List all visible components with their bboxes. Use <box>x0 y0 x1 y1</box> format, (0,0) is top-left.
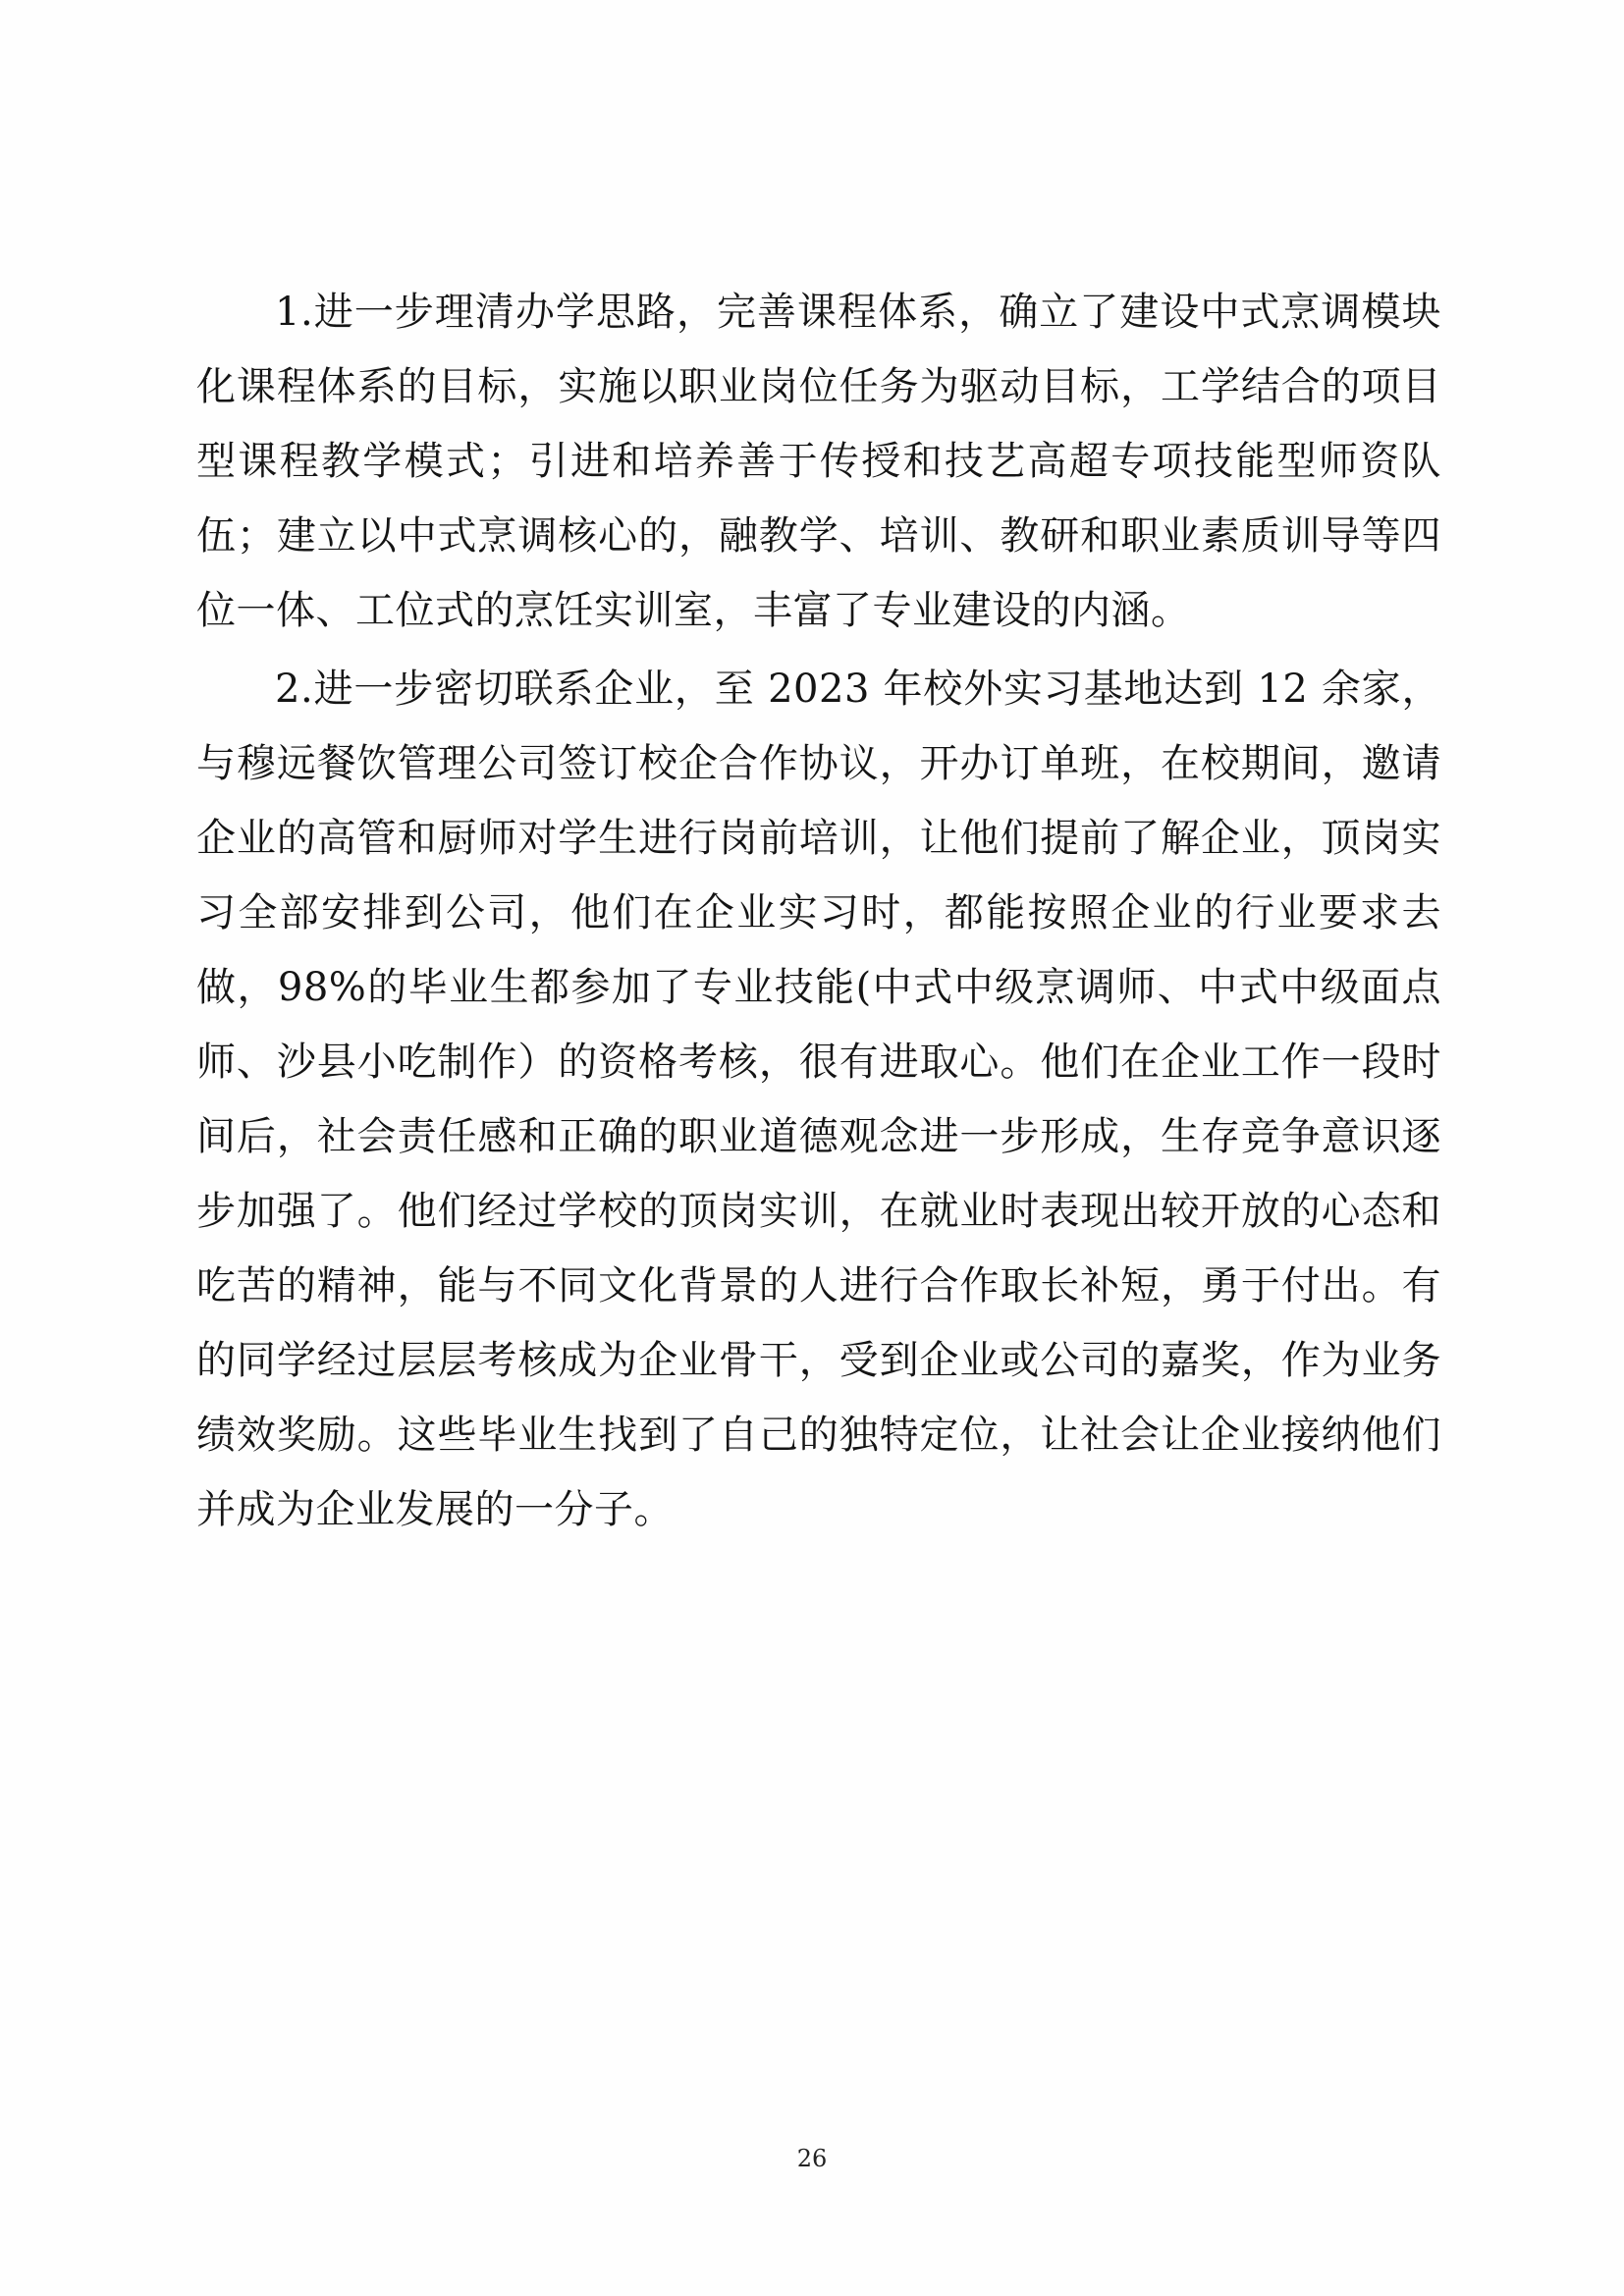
page-number: 26 <box>796 2145 828 2172</box>
paragraph-item-2: 2.进一步密切联系企业，至 2023 年校外实习基地达到 12 余家，与穆远餐饮管理公司签订校企合作协议，开办订单班，在校期间，邀请企业的高管和厨师对学生进行岗前培训，让他们提前了解企业，顶岗实习全部安排到公司，他们在企业实习时，都能按照企业的行业要求去做，98%的毕业生都参加了专业技能(中式中级烹调师、中式中级面点师、沙县小吃制作）的资格考核，很有进取心。他们在企业工作一段时间后，社会责任感和正确的职业道德观念进一步形成，生存竞争意识逐步加强了。他们经过学校的顶岗实训，在就业时表现出较开放的心态和吃苦的精神，能与不同文化背景的人进行合作取长补短，勇于付出。有的同学经过层层考核成为企业骨干，受到企业或公司的嘉奖，作为业务绩效奖励。这些毕业生找到了自己的独特定位，让社会让企业接纳他们并成为企业发展的一分子。 <box>196 667 1441 1532</box>
page-body <box>196 275 1441 1551</box>
paragraph-item-1: 1.进一步理清办学思路，完善课程体系，确立了建设中式烹调模块化课程体系的目标，实施以职业岗位任务为驱动目标，工学结合的项目型课程教学模式；引进和培养善于传授和技艺高超专项技能型师资队伍；建立以中式烹调核心的，融教学、培训、教研和职业素质训导等四位一体、工位式的烹饪实训室，丰富了专业建设的内涵。 <box>196 290 1441 633</box>
